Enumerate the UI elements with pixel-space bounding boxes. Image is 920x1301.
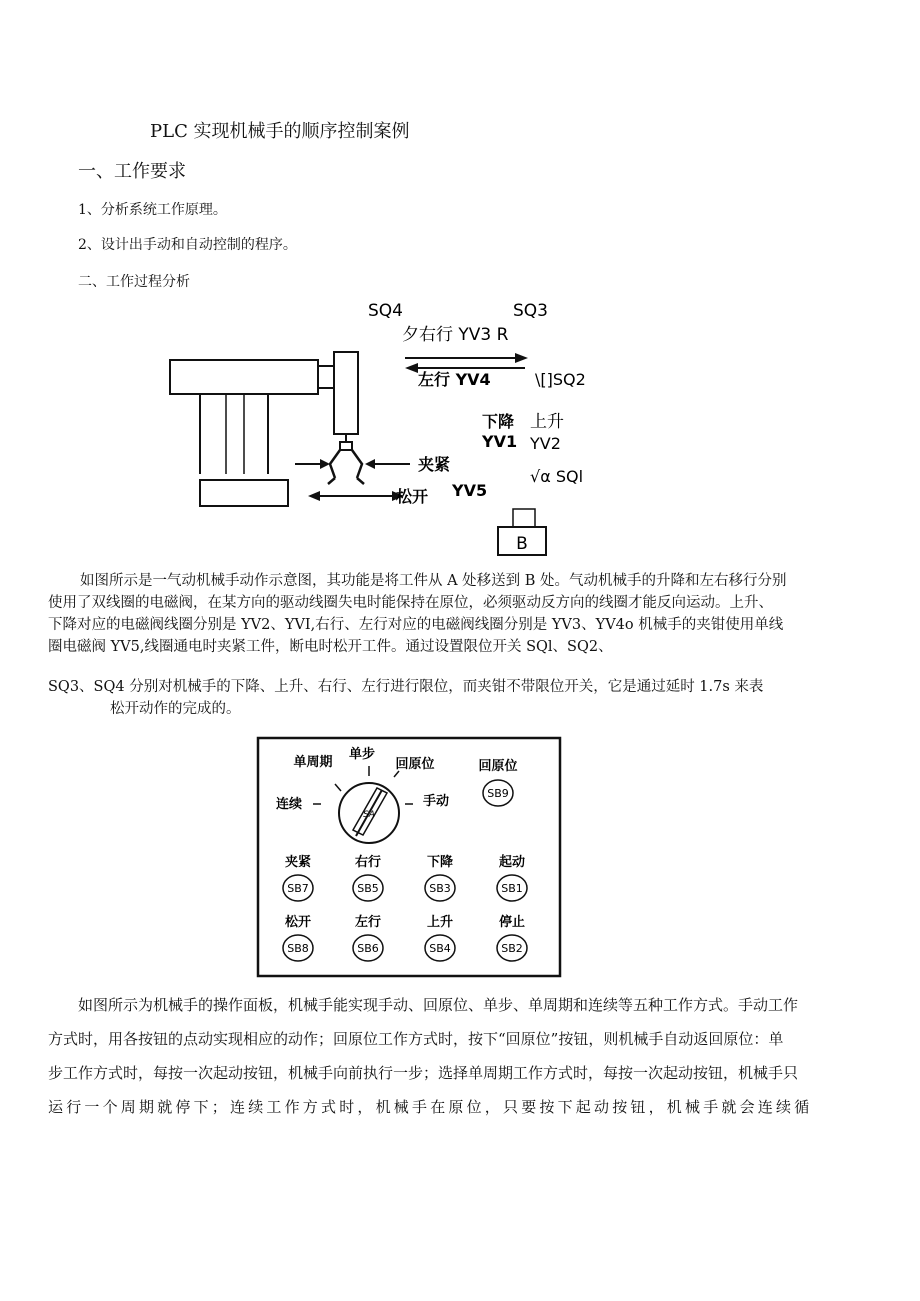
button-label: 停止 — [498, 915, 526, 930]
label-release: 松开 — [396, 487, 429, 506]
label-sq4: SQ4 — [368, 301, 403, 321]
button-id: SB5 — [357, 882, 379, 895]
arm-beam — [170, 360, 318, 394]
button-id: SB1 — [501, 882, 523, 895]
button-label: 起动 — [498, 855, 526, 870]
mode-label-manual: 手动 — [422, 794, 450, 809]
label-clamp: 夹紧 — [418, 455, 451, 474]
requirement-item: 1、分析系统工作原理。 — [78, 202, 227, 218]
button-label: 松开 — [284, 915, 312, 930]
button-id: SB3 — [429, 882, 451, 895]
paragraph-line: 如图所示为机械手的操作面板，机械手能实现手动、回原位、单步、单周期和连续等五种工作方式。手动工作 — [78, 996, 799, 1014]
paragraph-line: 步工作方式时，每按一次起动按钮，机械手向前执行一步；选择单周期工作方式时，每按一次起动按钮，机械手只 — [48, 1064, 799, 1082]
button-label: 夹紧 — [284, 855, 312, 870]
paragraph-line: 下降对应的电磁阀线圈分别是 YV2、YVI,右行、左行对应的电磁阀线圈分别是 YV3、YV4o 机械手的夹钳使用单线 — [48, 617, 784, 633]
paragraph-line: SQ3、SQ4 分别对机械手的下降、上升、右行、左行进行限位，而夹钳不带限位开关，它是通过延时 1.7s 来表 — [48, 679, 764, 695]
paragraph-description — [48, 570, 838, 720]
base-block — [200, 480, 288, 506]
button-id: SB8 — [287, 942, 309, 955]
label-yv5: YV5 — [452, 481, 488, 500]
page-title: PLC 实现机械手的顺序控制案例 — [150, 121, 410, 142]
label-yv1: YV1 — [482, 432, 518, 451]
arm-joint — [318, 366, 334, 388]
paragraph-panel-description — [48, 988, 824, 1124]
button-label: 上升 — [426, 915, 454, 930]
selector-label: SA — [363, 810, 375, 820]
gripper-jaw-right — [352, 450, 364, 484]
station-b-label: B — [516, 534, 528, 554]
button-id: SB6 — [357, 942, 379, 955]
button-id: SB4 — [429, 942, 451, 955]
requirement-item: 2、设计出手动和自动控制的程序。 — [78, 237, 297, 253]
mode-label-continuous: 连续 — [275, 797, 303, 812]
button-label: 右行 — [354, 855, 382, 870]
section-heading-analysis: 二、工作过程分析 — [78, 274, 190, 290]
label-left-yv4: 左行 YV4 — [418, 370, 491, 389]
label-sq3: SQ3 — [513, 301, 548, 321]
button-id: SB7 — [287, 882, 309, 895]
button-label: 下降 — [426, 855, 454, 870]
paragraph-line: 圈电磁阀 YV5,线圈通电时夹紧工件，断电时松开工件。通过设置限位开关 SQl、SQ2、 — [48, 639, 613, 655]
label-sq2: \[]SQ2 — [535, 370, 586, 389]
mode-label-home: 回原位 — [395, 757, 435, 772]
button-label: 回原位 — [478, 759, 518, 774]
paragraph-line: 运行一个周期就停下；连续工作方式时，机械手在原位，只要按下起动按钮，机械手就会连续循 — [48, 1098, 813, 1116]
paragraph-line: 方式时，用各按钮的点动实现相应的动作；回原位工作方式时，按下“回原位”按钮，则机械手自动返回原位：单 — [48, 1030, 784, 1048]
button-id: SB9 — [487, 787, 509, 800]
label-down: 下降 — [482, 412, 515, 431]
label-up: 上升 — [530, 412, 564, 432]
mode-label-single-step: 单步 — [348, 747, 376, 762]
paragraph-line: 使用了双线圈的电磁阀，在某方向的驱动线圈失电时能保持在原位，必须驱动反方向的线圈才能反向运动。上升、 — [48, 595, 773, 611]
button-id: SB2 — [501, 942, 523, 955]
label-right-yv3: 夕右行 YV3 R — [402, 325, 509, 345]
paragraph-line: 松开动作的完成的。 — [110, 701, 241, 717]
manipulator-diagram — [160, 292, 600, 560]
label-yv2: YV2 — [530, 434, 561, 453]
paragraph-line: 如图所示是一气动机械手动作示意图，其功能是将工件从 A 处移送到 B 处。气动机械手的升降和左右移行分别 — [80, 573, 787, 589]
mode-label-single-cycle: 单周期 — [293, 755, 333, 770]
button-label: 左行 — [354, 915, 382, 930]
section-heading-requirements: 一、工作要求 — [78, 161, 186, 182]
operation-panel-diagram — [253, 733, 565, 981]
gripper-jaw-left — [328, 450, 340, 484]
lift-cylinder — [334, 352, 358, 434]
label-sq1: √α SQl — [530, 467, 584, 486]
